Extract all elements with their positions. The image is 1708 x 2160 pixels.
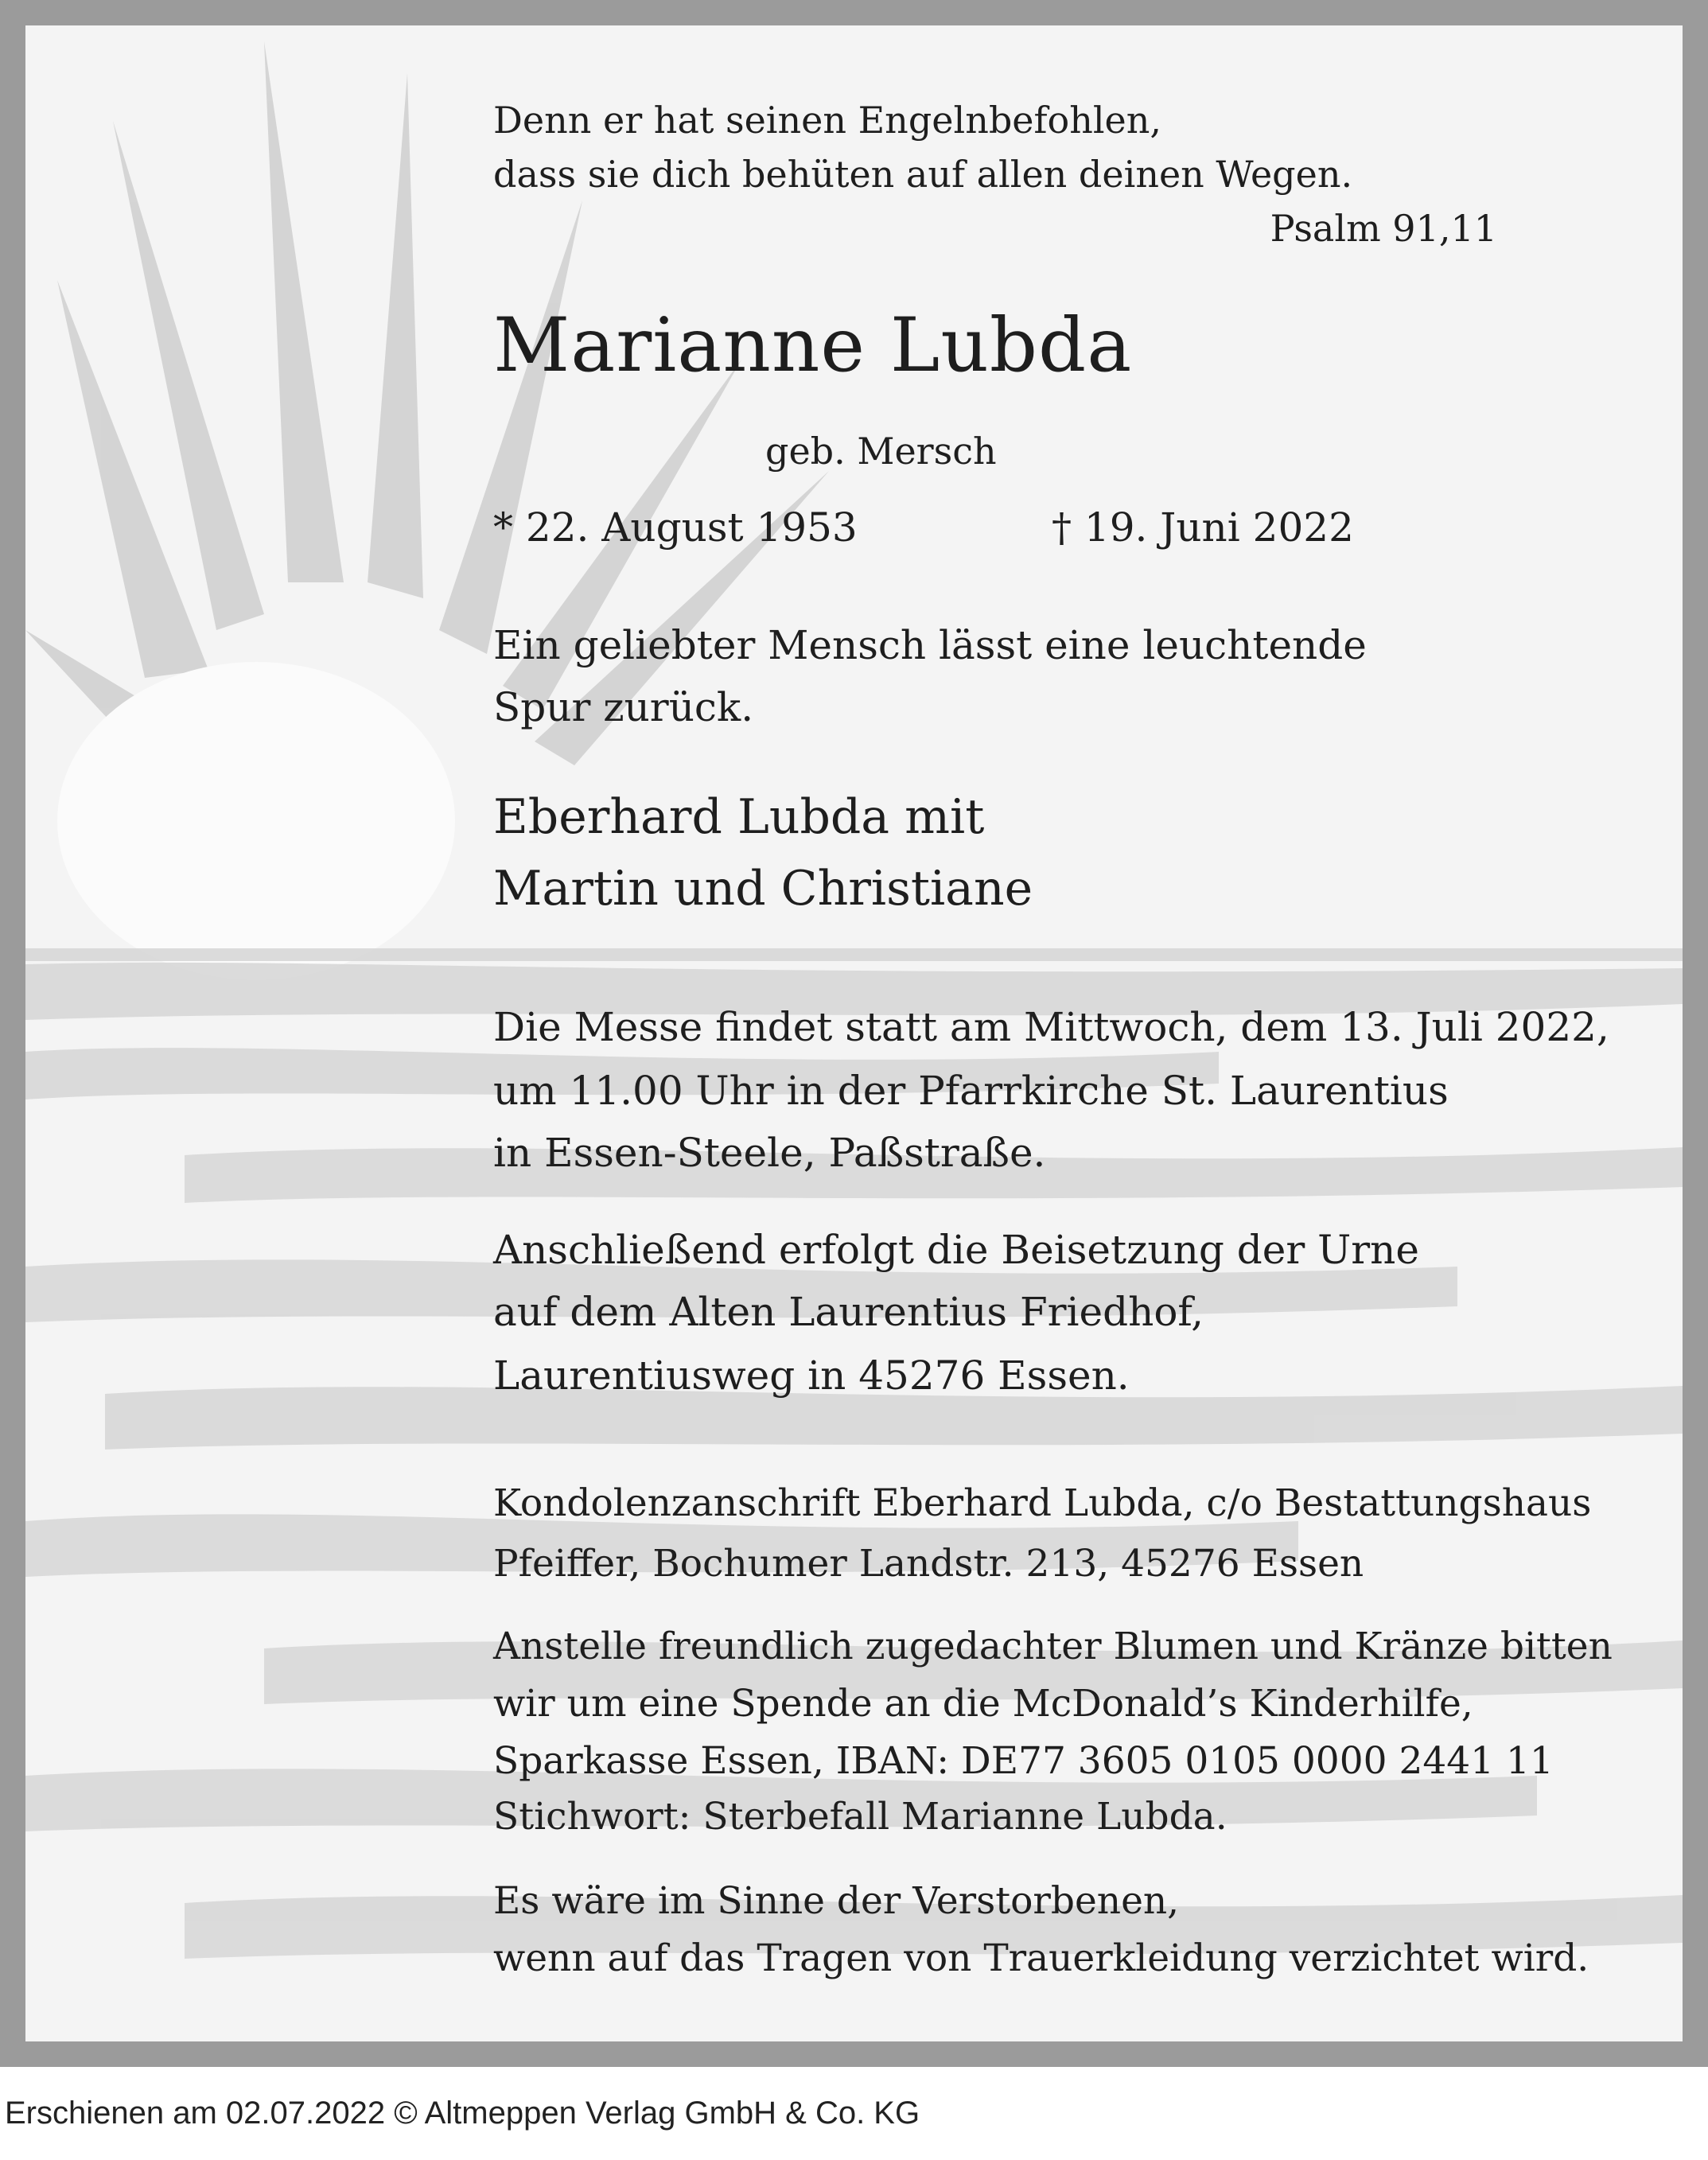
notice-content	[25, 25, 1683, 2041]
tribute-line-2: Spur zurück.	[493, 684, 754, 730]
verse-line-2: dass sie dich behüten auf allen deinen Wegen.	[493, 153, 1353, 196]
publication-footer: Erschienen am 02.07.2022 © Altmeppen Verlag GmbH & Co. KG	[5, 2096, 920, 2131]
death-date: † 19. Juni 2022	[1052, 504, 1354, 551]
mass-line-1: Die Messe findet statt am Mittwoch, dem 13. Juli 2022,	[493, 1004, 1609, 1050]
donation-line-1: Anstelle freundlich zugedachter Blumen und Kränze bitten	[493, 1625, 1613, 1668]
notice-paper	[25, 25, 1683, 2041]
donation-line-4: Stichwort: Sterbefall Marianne Lubda.	[493, 1795, 1228, 1839]
family-line-2: Martin und Christiane	[493, 861, 1033, 917]
tribute-line-1: Ein geliebter Mensch lässt eine leuchtende	[493, 622, 1367, 668]
verse-reference: Psalm 91,11	[1270, 207, 1497, 250]
burial-line-3: Laurentiusweg in 45276 Essen.	[493, 1352, 1130, 1399]
wish-line-2: wenn auf das Tragen von Trauerkleidung verzichtet wird.	[493, 1936, 1589, 1980]
wish-line-1: Es wäre im Sinne der Verstorbenen,	[493, 1879, 1180, 1923]
maiden-name: geb. Mersch	[765, 430, 997, 473]
donation-line-3: Sparkasse Essen, IBAN: DE77 3605 0105 0000 2441 11	[493, 1739, 1554, 1783]
condolence-line-2: Pfeiffer, Bochumer Landstr. 213, 45276 Essen	[493, 1542, 1364, 1586]
family-line-1: Eberhard Lubda mit	[493, 789, 985, 845]
verse-line-1: Denn er hat seinen Engelnbefohlen,	[493, 99, 1162, 142]
donation-line-2: wir um eine Spende an die McDonald’s Kinderhilfe,	[493, 1682, 1473, 1726]
birth-date: * 22. August 1953	[493, 504, 858, 551]
mass-line-2: um 11.00 Uhr in der Pfarrkirche St. Laurentius	[493, 1068, 1449, 1114]
deceased-name: Marianne Lubda	[493, 302, 1133, 389]
condolence-line-1: Kondolenzanschrift Eberhard Lubda, c/o Bestattungshaus	[493, 1481, 1592, 1525]
mass-line-3: in Essen-Steele, Paßstraße.	[493, 1130, 1046, 1176]
burial-line-1: Anschließend erfolgt die Beisetzung der Urne	[493, 1227, 1419, 1273]
burial-line-2: auf dem Alten Laurentius Friedhof,	[493, 1289, 1204, 1335]
